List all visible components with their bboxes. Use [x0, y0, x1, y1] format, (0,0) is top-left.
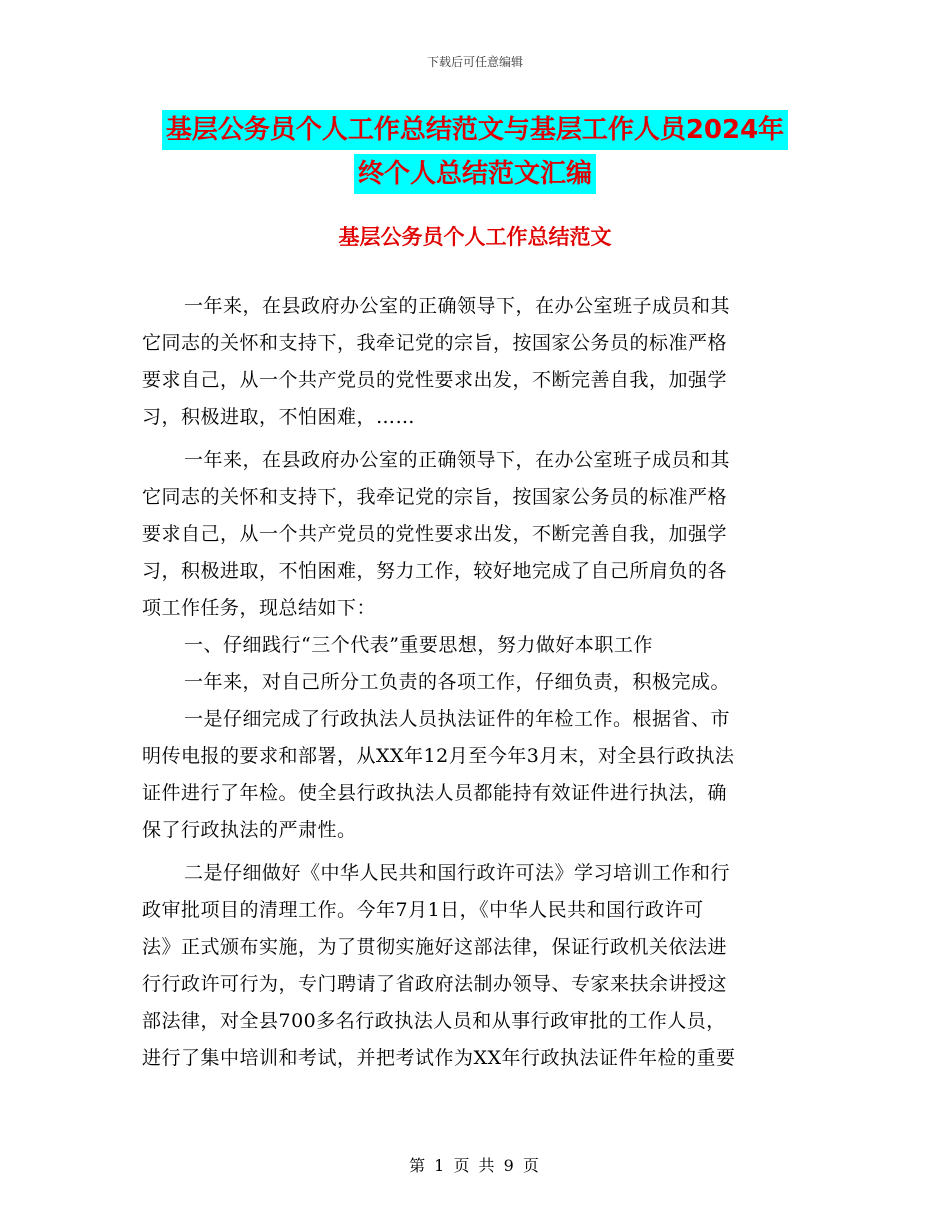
body-line: 明传电报的要求和部署，从XX年12月至今年3月末，对全县行政执法: [142, 745, 735, 767]
body-line: 要求自己，从一个共产党员的党性要求出发，不断完善自我，加强学: [142, 369, 728, 391]
body-line: 一是仔细完成了行政执法人员执法证件的年检工作。根据省、市: [184, 708, 731, 730]
body-text: [142, 288, 810, 1077]
body-line: 一年来，对自己所分工负责的各项工作，仔细负责，积极完成。: [184, 671, 731, 693]
body-line: 习，积极进取，不怕困难，努力工作，较好地完成了自己所肩负的各: [142, 560, 728, 582]
body-line: 二是仔细做好《中华人民共和国行政许可法》学习培训工作和行: [184, 862, 731, 884]
body-line: 部法律，对全县700多名行政执法人员和从事行政审批的工作人员，: [142, 1010, 726, 1032]
body-line: 法》正式颁布实施，为了贯彻实施好这部法律，保证行政机关依法进: [142, 936, 728, 958]
section-subtitle: 基层公务员个人工作总结范文: [338, 225, 612, 249]
body-line: 保了行政执法的严肃性。: [142, 819, 357, 841]
page-header-note: 下载后可任意编辑: [426, 55, 523, 69]
body-line: 要求自己，从一个共产党员的党性要求出发，不断完善自我，加强学: [142, 523, 728, 545]
document-title-line-1: 基层公务员个人工作总结范文与基层工作人员2024年: [162, 110, 788, 150]
body-line: 行行政许可行为，专门聘请了省政府法制办领导、专家来扶余讲授这: [142, 973, 728, 995]
page-number: 第 1 页 共 9 页: [409, 1156, 541, 1175]
document-title: [0, 110, 950, 194]
body-line: 它同志的关怀和支持下，我牵记党的宗旨，按国家公务员的标准严格: [142, 486, 728, 508]
body-line: 它同志的关怀和支持下，我牵记党的宗旨，按国家公务员的标准严格: [142, 332, 728, 354]
body-line: 政审批项目的清理工作。今年7月1日，《中华人民共和国行政许可: [142, 899, 704, 921]
body-line: 进行了集中培训和考试，并把考试作为XX年行政执法证件年检的重要: [142, 1047, 736, 1069]
body-line: 项工作任务，现总结如下：: [142, 597, 377, 619]
document-title-line-2: 终个人总结范文汇编: [354, 154, 596, 194]
section-heading: 一、仔细践行“三个代表”重要思想，努力做好本职工作: [184, 634, 653, 656]
body-line: 一年来，在县政府办公室的正确领导下，在办公室班子成员和其: [184, 449, 731, 471]
body-line: 习，积极进取，不怕困难，……: [142, 406, 416, 428]
body-line: 一年来，在县政府办公室的正确领导下，在办公室班子成员和其: [184, 295, 731, 317]
body-line: 证件进行了年检。使全县行政执法人员都能持有效证件进行执法，确: [142, 782, 728, 804]
